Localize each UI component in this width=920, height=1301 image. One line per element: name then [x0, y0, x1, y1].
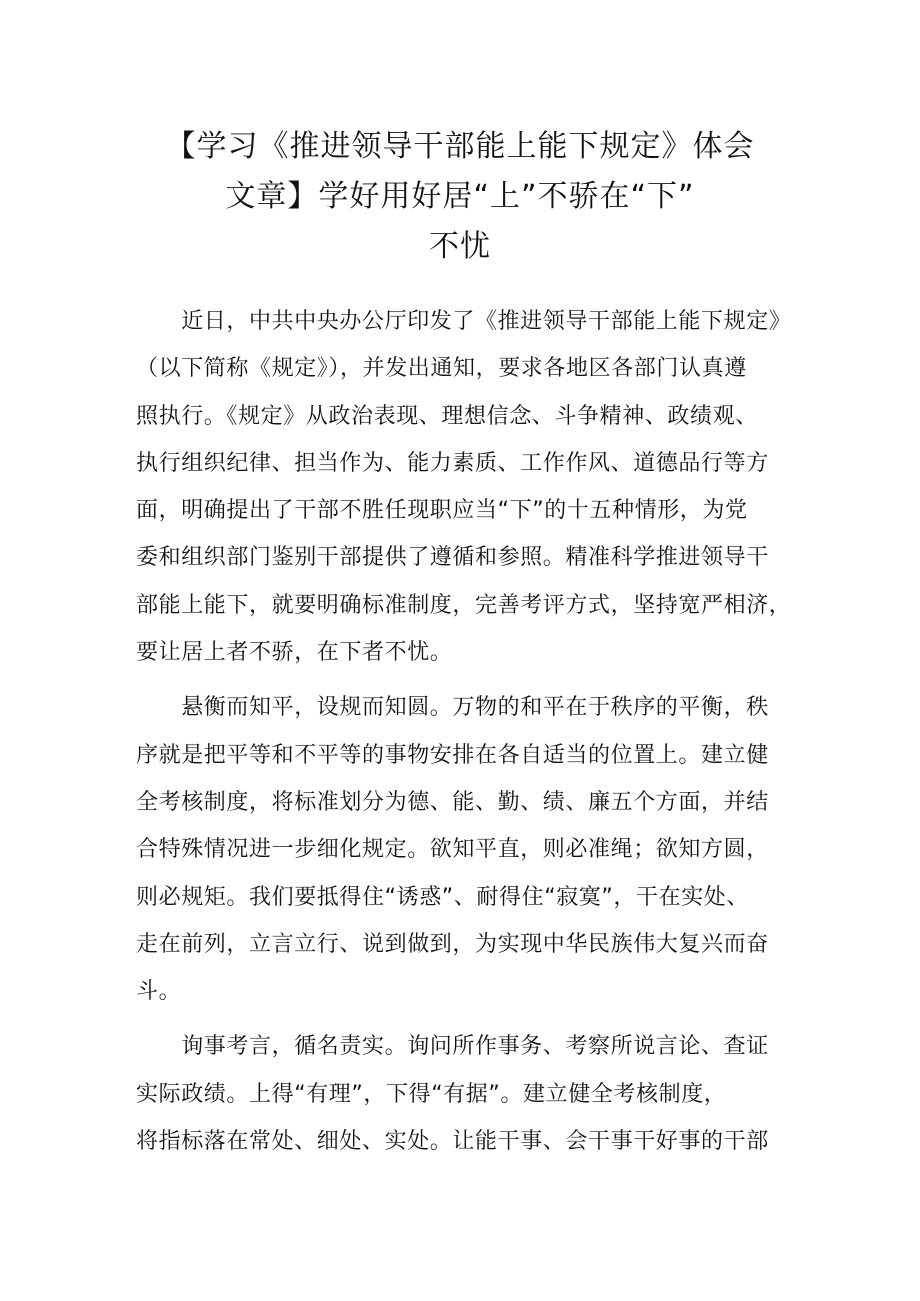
paragraph-line: 照执行。《规定》从政治表现、理想信念、斗争精神、政绩观、 — [136, 403, 758, 429]
paragraph-line: 全考核制度，将标准划分为德、能、勤、绩、廉五个方面，并结 — [136, 789, 769, 815]
paragraph — [136, 1023, 836, 1165]
paragraph-line: 将指标落在常处、细处、实处。让能干事、会干事干好事的干部 — [136, 1129, 769, 1155]
paragraph-line: 合特殊情况进一步细化规定。欲知平直，则必准绳；欲知方圆， — [136, 837, 769, 863]
paragraph-line: （以下简称《规定》），并发出通知，要求各地区各部门认真遵 — [136, 356, 747, 382]
title-line: 文章】学好用好居“上”不骄在“下” — [225, 179, 695, 214]
paragraph-line: 斗。 — [136, 979, 182, 1005]
paragraph-line: 要让居上者不骄，在下者不忧。 — [136, 640, 453, 666]
paragraph-line: 近日，中共中央办公厅印发了《推进领导干部能上能下规定》 — [136, 309, 792, 334]
paragraph-line: 实际政绩。上得“有理”，下得“有据”。建立健全考核制度， — [136, 1081, 727, 1107]
document-body — [136, 298, 836, 1173]
paragraph-line: 部能上能下，就要明确标准制度，完善考评方式，坚持宽严相济， — [136, 592, 792, 618]
paragraph-line: 走在前列，立言立行、说到做到，为实现中华民族伟大复兴而奋 — [136, 931, 769, 957]
title-line: 【学习《推进领导干部能上能下规定》体会 — [165, 129, 755, 164]
paragraph-line: 委和组织部门鉴别干部提供了遵循和参照。精准科学推进领导干 — [136, 545, 769, 571]
paragraph-line: 执行组织纪律、担当作为、能力素质、工作作风、道德品行等方 — [136, 450, 769, 476]
paragraph-line: 则必规矩。我们要抵得住“诱惑”、耐得住“寂寞”，干在实处、 — [136, 884, 749, 910]
paragraph — [136, 298, 836, 676]
paragraph-line: 悬衡而知平，设规而知圆。万物的和平在于秩序的平衡，秩 — [136, 695, 769, 721]
paragraph-line: 序就是把平等和不平等的事物安排在各自适当的位置上。建立健 — [136, 742, 769, 768]
paragraph — [136, 684, 836, 1015]
document-title — [0, 122, 920, 272]
paragraph-line: 询事考言，循名责实。询问所作事务、考察所说言论、查证 — [136, 1034, 769, 1060]
title-line: 不忧 — [429, 229, 491, 264]
paragraph-line: 面，明确提出了干部不胜任现职应当“下”的十五种情形，为党 — [136, 498, 748, 524]
